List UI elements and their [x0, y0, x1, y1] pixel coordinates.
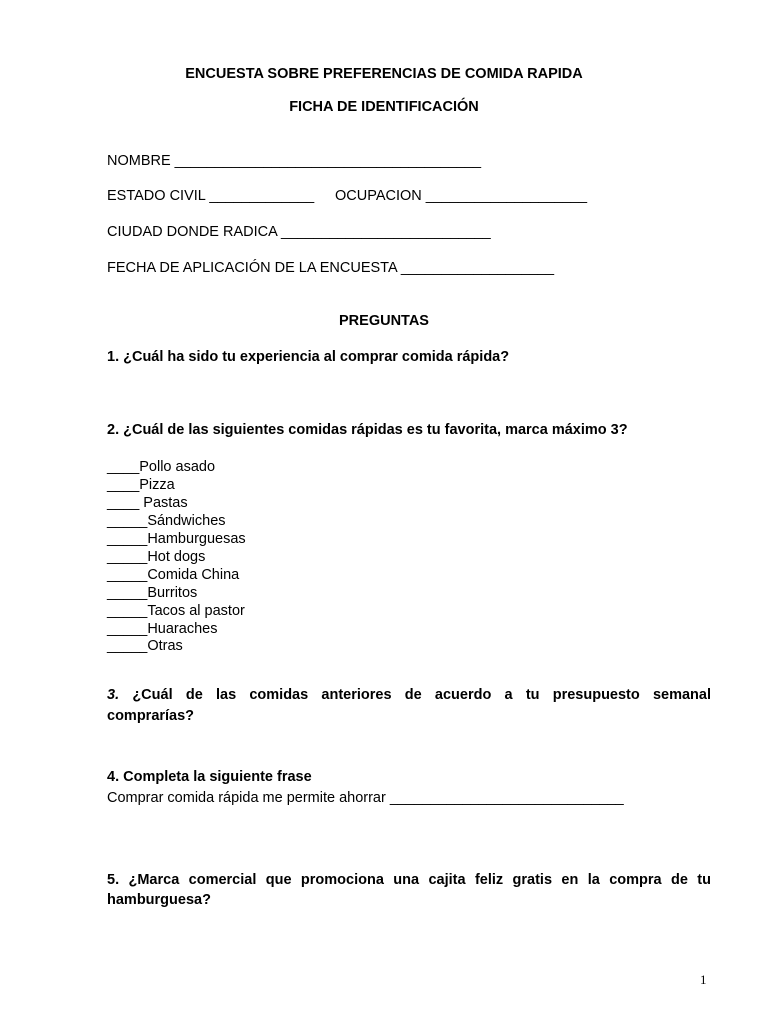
option-item: _____Otras: [107, 638, 183, 654]
question-2: 2. ¿Cuál de las siguientes comidas rápidas es tu favorita, marca máximo 3?: [107, 422, 628, 438]
option-item: _____Burritos: [107, 585, 198, 601]
fecha-field: FECHA DE APLICACIÓN DE LA ENCUESTA ___________________: [107, 260, 555, 276]
option-item: _____Hamburguesas: [107, 531, 246, 547]
question-3-line-1: [107, 686, 711, 704]
questions-heading: PREGUNTAS: [339, 313, 429, 329]
question-3-text: ¿Cuál de las comidas anteriores de acuerdo a tu presupuesto semanal: [132, 687, 712, 703]
estado-civil-field: ESTADO CIVIL _____________: [107, 188, 315, 204]
question-3-number: 3.: [107, 687, 120, 703]
option-item: _____Comida China: [107, 567, 240, 583]
ciudad-field: CIUDAD DONDE RADICA __________________________: [107, 224, 491, 240]
identification-heading: FICHA DE IDENTIFICACIÓN: [289, 99, 479, 115]
option-item: _____Sándwiches: [107, 513, 226, 529]
option-item: _____Huaraches: [107, 621, 218, 637]
page-number: 1: [700, 972, 707, 987]
question-4: 4. Completa la siguiente frase: [107, 769, 312, 785]
question-5-line-2: hamburguesa?: [107, 892, 211, 908]
option-item: ____Pizza: [107, 477, 175, 493]
option-item: ____ Pastas: [107, 495, 188, 511]
question-5-line-1: 5. ¿Marca comercial que promociona una cajita feliz gratis en la compra de tu: [107, 872, 711, 888]
question-4-sentence: Comprar comida rápida me permite ahorrar _____________________________: [107, 790, 624, 806]
survey-title: ENCUESTA SOBRE PREFERENCIAS DE COMIDA RAPIDA: [185, 66, 583, 82]
nombre-field: NOMBRE ______________________________________: [107, 153, 482, 169]
question-1: 1. ¿Cuál ha sido tu experiencia al comprar comida rápida?: [107, 349, 510, 365]
option-item: _____Hot dogs: [107, 549, 206, 565]
ocupacion-field: OCUPACION ____________________: [335, 188, 588, 204]
question-3-line-2: comprarías?: [107, 708, 195, 724]
option-item: _____Tacos al pastor: [107, 603, 245, 619]
option-item: ____Pollo asado: [107, 459, 216, 475]
